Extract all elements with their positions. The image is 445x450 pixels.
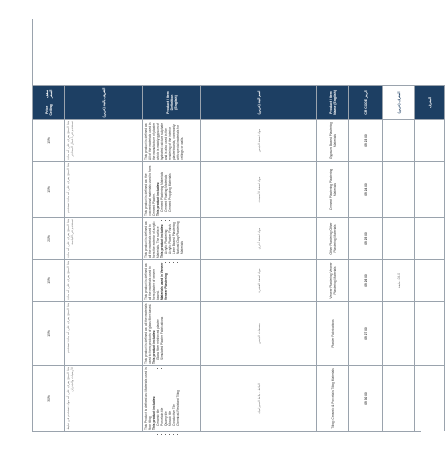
definition-includes-label: This product includes: [156,181,160,216]
definition-item: • Acrylic Plaster Finish [168,219,172,254]
header-definition-ar: التعريف بالبند (عربي) [65,85,143,119]
row-0-name-en: Gypsum Based Plastering Materials [317,119,349,161]
row-3-name-ar: مواد لصقة القشرة [201,259,317,301]
row-1-cr-code: 09 24 00 [349,161,383,217]
row-4-extra-ar-2 [415,301,445,365]
definition-item: • Natural Clay Plastering Materials [176,219,184,254]
header-price-ceiling-ar: سقف السعر [44,89,53,99]
row-1-price-ceiling: 15% [33,161,65,217]
definition-item: • Cement Plastering Materials [160,163,164,212]
header-cr-code-ar: الرمز [363,90,368,98]
header-definition-en: Product / Item Definition (English) [143,85,201,119]
row-1-definition-en [143,161,201,217]
definition-items-list [156,303,164,364]
row-5-name-ar: البلاط - بلاط السيراميك [201,365,317,431]
row-4-definition-en [143,301,201,365]
row-5-extra-ar [383,365,415,431]
definition-item: • Conductive Tile [172,367,176,426]
definition-includes-label: This product includes: [152,329,156,364]
row-4-name-en: Plaster Fabrications [317,301,349,365]
header-price-ceiling [33,85,65,119]
header-name-ar: اسم البند (عربي) [201,85,317,119]
row-4-definition-ar: هذا المنتج يعرف على أنه مادة تستخدم [65,301,143,365]
definition-includes-label: Materials used in Veneer Veneer Plastering [160,262,168,300]
row-2-price-ceiling: 20% [33,217,65,259]
definition-item: • Cement Propping Materials [168,163,172,212]
definition-en-text: This product is defined as: all the materials used to form plaster of veneer based. [144,262,160,300]
header-extra-ar-2: المعرف [415,85,445,119]
row-2-definition-ar: هذا المنتج يعرف على أنه مادة تستخدم في اللياسة [65,217,143,259]
row-4-cr-code: 09 27 00 [349,301,383,365]
definition-item: • Simulated Plaster Fabrications [160,303,164,360]
definition-items-list [156,367,180,430]
row-0-extra-ar-2 [415,119,445,161]
row-5-extra-ar-2 [415,365,445,431]
definition-item: • Chemical-Resistant Tiling [176,367,180,426]
definition-items-list [160,163,172,216]
definition-en-text: This product is defined as: all the materials used to form products of glass fiber based. [144,303,152,364]
row-3-cr-code: 09 26 00 [349,259,383,301]
row-2-definition-en [143,217,201,259]
row-3-extra-ar: 04-0- طبقة [383,259,415,301]
row-0-cr-code: 09 23 00 [349,119,383,161]
header-cr-code [349,85,383,119]
header-cr-code-label: CR CODE [363,98,368,115]
row-5-definition-en [143,365,201,431]
definition-item: • Porcelain tile [160,367,164,426]
row-3-definition-en [143,259,201,301]
definition-item: • Glass fiber reinforced plaster [156,303,160,360]
row-1-extra-ar [383,161,415,217]
definition-item: • Cement Floating Materials [164,163,168,212]
row-4-price-ceiling: 15% [33,301,65,365]
definition-item: • Ceramic tile [156,367,160,426]
definition-items-list [164,219,184,258]
row-3-name-en: Veneer Plastering Veneer Plastering Materials [317,259,349,301]
row-3-definition-ar: هذا المنتج يعرف على أنه مادة [65,259,143,301]
row-5-price-ceiling: 30% [33,365,65,431]
row-1-name-en: Cement Plastering Plastering Materials [317,161,349,217]
product-table [32,19,432,432]
row-1-name-ar: مواد لصقة الأسمنت [201,161,317,217]
row-0-price-ceiling: 15% [33,119,65,161]
rotated-document [32,20,432,432]
definition-en-text: This product is defined as: the conventional materials used to form Cement Plaster. [144,165,156,216]
row-1-extra-ar-2 [415,161,445,217]
row-0-definition-en [143,119,201,161]
header-price-ceiling-label: Price Ceiling [44,104,53,116]
definition-includes-label: This product includes: [160,223,164,258]
row-0-definition-ar: هذا المنتج يعرف على أنه مادة تستخدم في أعمال المحاجر [65,119,143,161]
definition-en-text: This Product is defined as: Materials used in floor tiling [144,367,152,430]
definition-item: • Lime Based Plastering [172,219,176,254]
row-5-name-en: Tiling: Ceramic & Porcelain Tiling Materials [317,365,349,431]
row-2-name-ar: مواد لصقة أخرى [201,217,317,259]
definition-en-text: This product is defined as: all the materials used to form the exterior of acrylic Materials. The surface [144,220,160,258]
row-2-cr-code: 09 25 00 [349,217,383,259]
row-4-name-ar: مصنعات الجبس [201,301,317,365]
row-5-definition-ar: هذا المنتج يعرف على أنه مواد تستخدم في تبليط الأرضيات والجدران [65,365,143,431]
header-extra-ar: المعرف (عربي) [383,85,415,119]
row-3-extra-ar-2 [415,259,445,301]
row-2-name-en: Other Plastering Other Plastering Materials [317,217,349,259]
row-4-extra-ar [383,301,415,365]
row-0-name-ar: مواد لصقة الجبس [201,119,317,161]
definition-item: • Mosaic tile [168,367,172,426]
definition-item: • Acrylic Plastering [164,219,168,254]
definition-item: • Quarry tile [164,367,168,426]
header-name-en: Product / Item Name (English) [317,85,349,119]
row-1-definition-ar: هذا المنتج يعرف على أنه مادة تستخدم [65,161,143,217]
row-2-extra-ar-2 [415,217,445,259]
row-3-price-ceiling: 15% [33,259,65,301]
row-0-extra-ar [383,119,415,161]
definition-en-text: This product is defined as: All of the materials used in the manufacture of plaster which is mainly gypsum of hydrated calcium sulphate and is also used in the rendering of the interior plasterboards, commonly with special materials for ceilings or walls. [144,122,184,160]
row-2-extra-ar [383,217,415,259]
definition-includes-label: This product includes: [152,395,156,430]
row-5-cr-code: 09 30 00 [349,365,383,431]
